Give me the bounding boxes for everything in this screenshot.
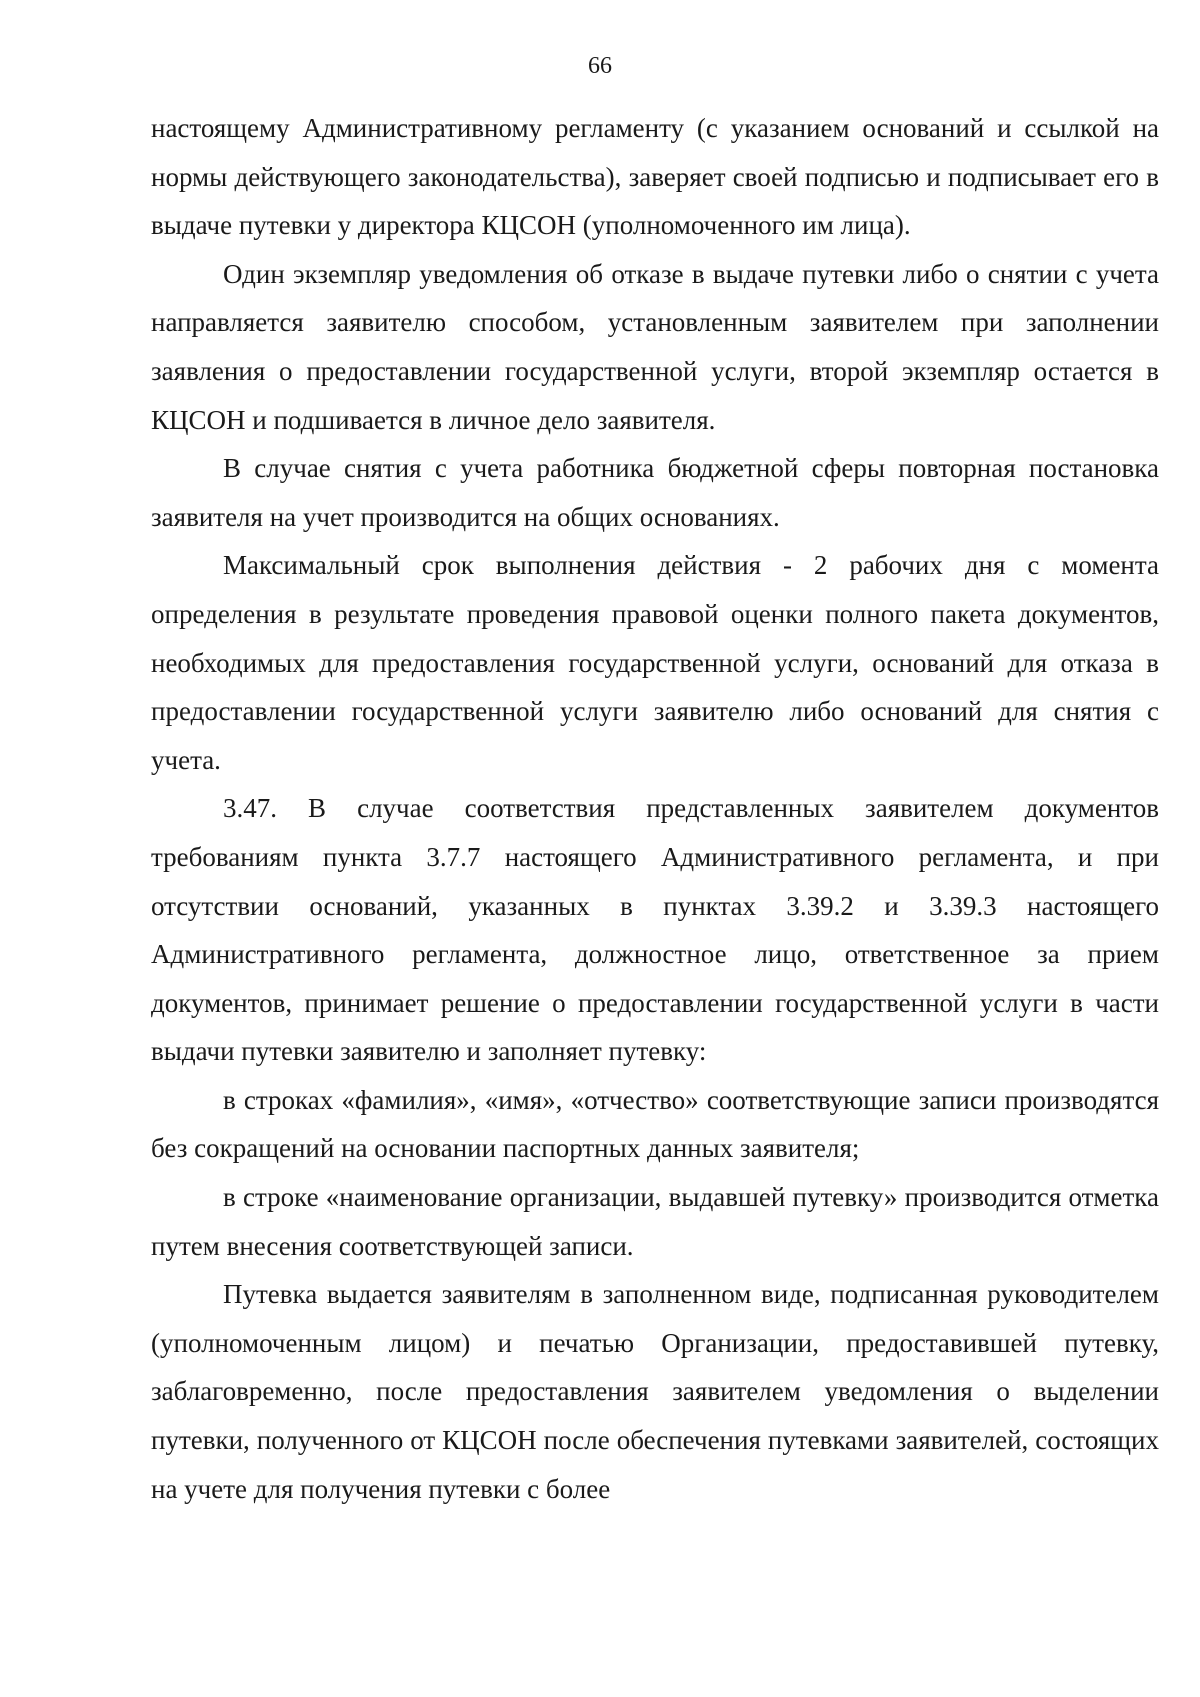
paragraph-3-47: 3.47. В случае соответствия представленных заявителем документов требованиям пункта 3.7.7 настоящего Административного регламента, и при отсутствии оснований, указанных в пунктах 3.39.2 и 3.39.3 настоящего Административного регламента, должностное лицо, ответственное за прием документов, принимает решение о предоставлении государственной услуги в части выдачи путевки заявителю и заполняет путевку:: [151, 793, 1159, 1067]
paragraph-continuation: настоящему Административному регламенту (с указанием оснований и ссылкой на нормы действующего законодательства), заверяет своей подписью и подписывает его в выдаче путевки у директора КЦСОН (уполномоченного им лица).: [151, 113, 1159, 241]
paragraph-max-term: Максимальный срок выполнения действия - 2 рабочих дня с момента определения в результате проведения правовой оценки полного пакета документов, необходимых для предоставления государственной услуги, оснований для отказа в предоставлении государственной услуги заявителю либо оснований для снятия с учета.: [151, 550, 1159, 775]
paragraph-refusal-notice-copies: Один экземпляр уведомления об отказе в выдаче путевки либо о снятии с учета направляется заявителю способом, установленным заявителем при заполнении заявления о предоставлении государственной услуги, второй экземпляр остается в КЦСОН и подшивается в личное дело заявителя.: [151, 258, 1159, 435]
paragraph-repeat-registration: В случае снятия с учета работника бюджетной сферы повторная постановка заявителя на учет производится на общих основаниях.: [151, 453, 1159, 532]
document-body: [151, 104, 1159, 1513]
paragraph-name-lines: в строках «фамилия», «имя», «отчество» соответствующие записи производятся без сокращений на основании паспортных данных заявителя;: [151, 1084, 1159, 1164]
paragraph-voucher-issue: Путевка выдается заявителям в заполненном виде, подписанная руководителем (уполномоченным лицом) и печатью Организации, предоставившей путевку, заблаговременно, после предоставления заявителем уведомления о выделении путевки, полученного от КЦСОН после обеспечения путевками заявителей, состоящих на учете для получения путевки с более: [151, 1279, 1159, 1504]
paragraph-organization-line: в строке «наименование организации, выдавшей путевку» производится отметка путем внесения соответствующей записи.: [151, 1182, 1159, 1261]
page-number: 66: [588, 53, 612, 79]
